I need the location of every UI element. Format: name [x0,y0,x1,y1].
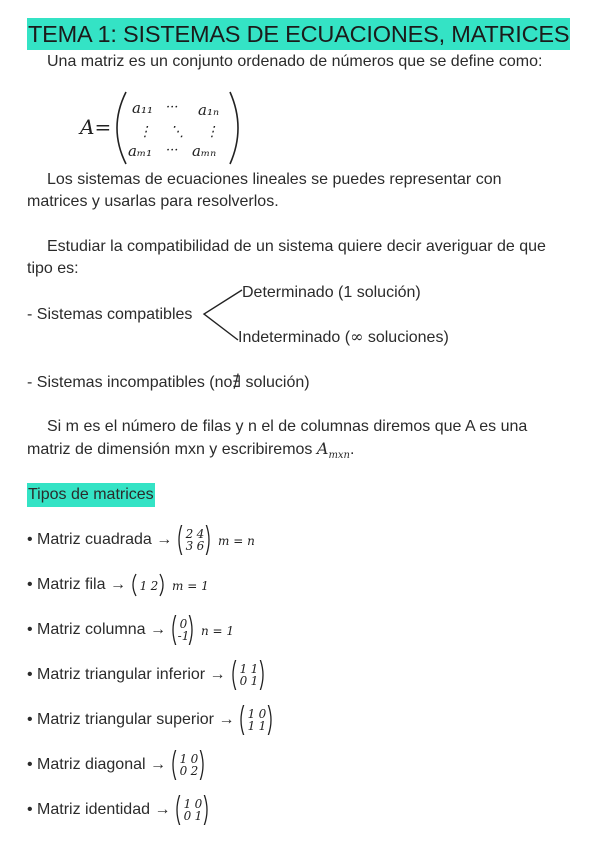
type-item-label: • Matriz fila → [27,576,126,593]
matrix-right-paren [206,525,209,555]
matrix-lhs: A= [80,115,112,139]
left-paren [117,92,126,164]
matrix-left-paren [233,660,236,690]
type-matrix [230,660,270,690]
vdots-left: ⋮ [138,124,152,140]
matrix-entry: 6 [196,539,205,553]
page-title: TEMA 1: SISTEMAS DE ECUACIONES, MATRICES [27,18,570,50]
type-item-label: • Matriz diagonal → [27,756,166,773]
matrix-entry: 2 [150,579,159,593]
matrix-entry: 1 [179,752,188,766]
matrix-entry: -1 [177,629,190,643]
type-matrix [170,615,241,645]
infinity-symbol: ∞ [350,327,364,346]
vdots-right: ⋮ [205,124,219,140]
type-item-label: • Matriz columna → [27,621,166,638]
dimension-line-2: matriz de dimensión mxn y escribiremos $A_{mxn}$. [27,439,355,462]
matrix-entry: 1 [139,579,148,593]
matrix-definition [78,88,248,168]
type-matrix [170,750,210,780]
matrix-right-paren [268,705,271,735]
matrix-entry: 0 [179,617,188,631]
matrix-left-paren [173,615,176,645]
incompatible-systems-label: - Sistemas incompatibles (no∄ solución) [27,372,310,391]
type-matrix [174,795,214,825]
matrix-entry: 1 [250,662,258,676]
matrix-right-paren [204,795,207,825]
compat-line-2: tipo es: [27,260,79,277]
notation-amxn: $A_{mxn}$ [316,439,350,462]
type-matrix [238,705,278,735]
matrix-left-paren [179,525,182,555]
type-item-label: • Matriz triangular inferior → [27,666,226,683]
matrix-left-paren [173,750,176,780]
type-item-label: • Matriz cuadrada → [27,531,173,548]
matrix-entry: 0 [195,797,203,811]
matrix-note: m = 1 [171,579,209,593]
compat-line-1: Estudiar la compatibilidad de un sistema quiere decir averiguar de que [47,238,546,255]
matrix-right-paren [260,660,263,690]
matrix-entry: 2 [185,527,194,541]
matrix-entry: 1 [184,797,192,811]
matrix-entry: 2 [190,764,199,778]
matrix-entry: 4 [196,527,205,541]
right-paren [230,92,238,164]
hdots-bottom: ··· [166,143,179,158]
type-matrix [130,570,212,600]
ddots-center: ⋱ [170,124,184,140]
matrix-right-paren [189,615,192,645]
not-exists-symbol: ∄ [232,372,242,391]
matrix-entry: 3 [185,539,194,553]
matrix-entry: 0 [184,809,192,823]
matrix-note: n = 1 [200,624,235,638]
indeterminado-label: Indeterminado (∞ soluciones) [238,327,449,346]
intro-text: Una matriz es un conjunto ordenado de números que se define como: [47,53,543,70]
entry-a11: a₁₁ [132,99,153,117]
matrix-right-paren [160,574,163,596]
entry-amn: aₘₙ [192,142,217,160]
systems-line-1: Los sistemas de ecuaciones lineales se puedes representar con [47,171,502,188]
matrix-right-paren [200,750,203,780]
matrix-entry: 0 [190,752,199,766]
matrix-entry: 1 [259,719,267,733]
entry-a1n: a₁ₙ [198,101,220,119]
types-heading: Tipos de matrices [27,483,155,507]
type-item-label: • Matriz triangular superior → [27,711,235,728]
matrix-note: m = n [218,534,256,548]
hdots-top: ··· [166,100,179,115]
type-item-label: • Matriz identidad → [27,801,171,818]
matrix-entry: 1 [248,707,256,721]
matrix-entry: 0 [239,674,247,688]
matrix-entry: 0 [179,764,188,778]
matrix-left-paren [177,795,180,825]
matrix-left-paren [241,705,244,735]
entry-am1: aₘ₁ [128,142,153,160]
type-matrix [176,525,258,555]
compatible-systems-label: - Sistemas compatibles [27,306,193,323]
matrix-entry: 1 [195,809,203,823]
systems-line-2: matrices y usarlas para resolverlos. [27,193,279,210]
matrix-entry: 1 [248,719,256,733]
matrix-left-paren [133,574,136,596]
matrix-entry: 0 [259,707,267,721]
matrix-entry: 1 [239,662,247,676]
matrix-entry: 1 [250,674,258,688]
dimension-line-1: Si m es el número de filas y n el de columnas diremos que A es una [47,418,528,435]
determinado-label: Determinado (1 solución) [242,284,421,301]
